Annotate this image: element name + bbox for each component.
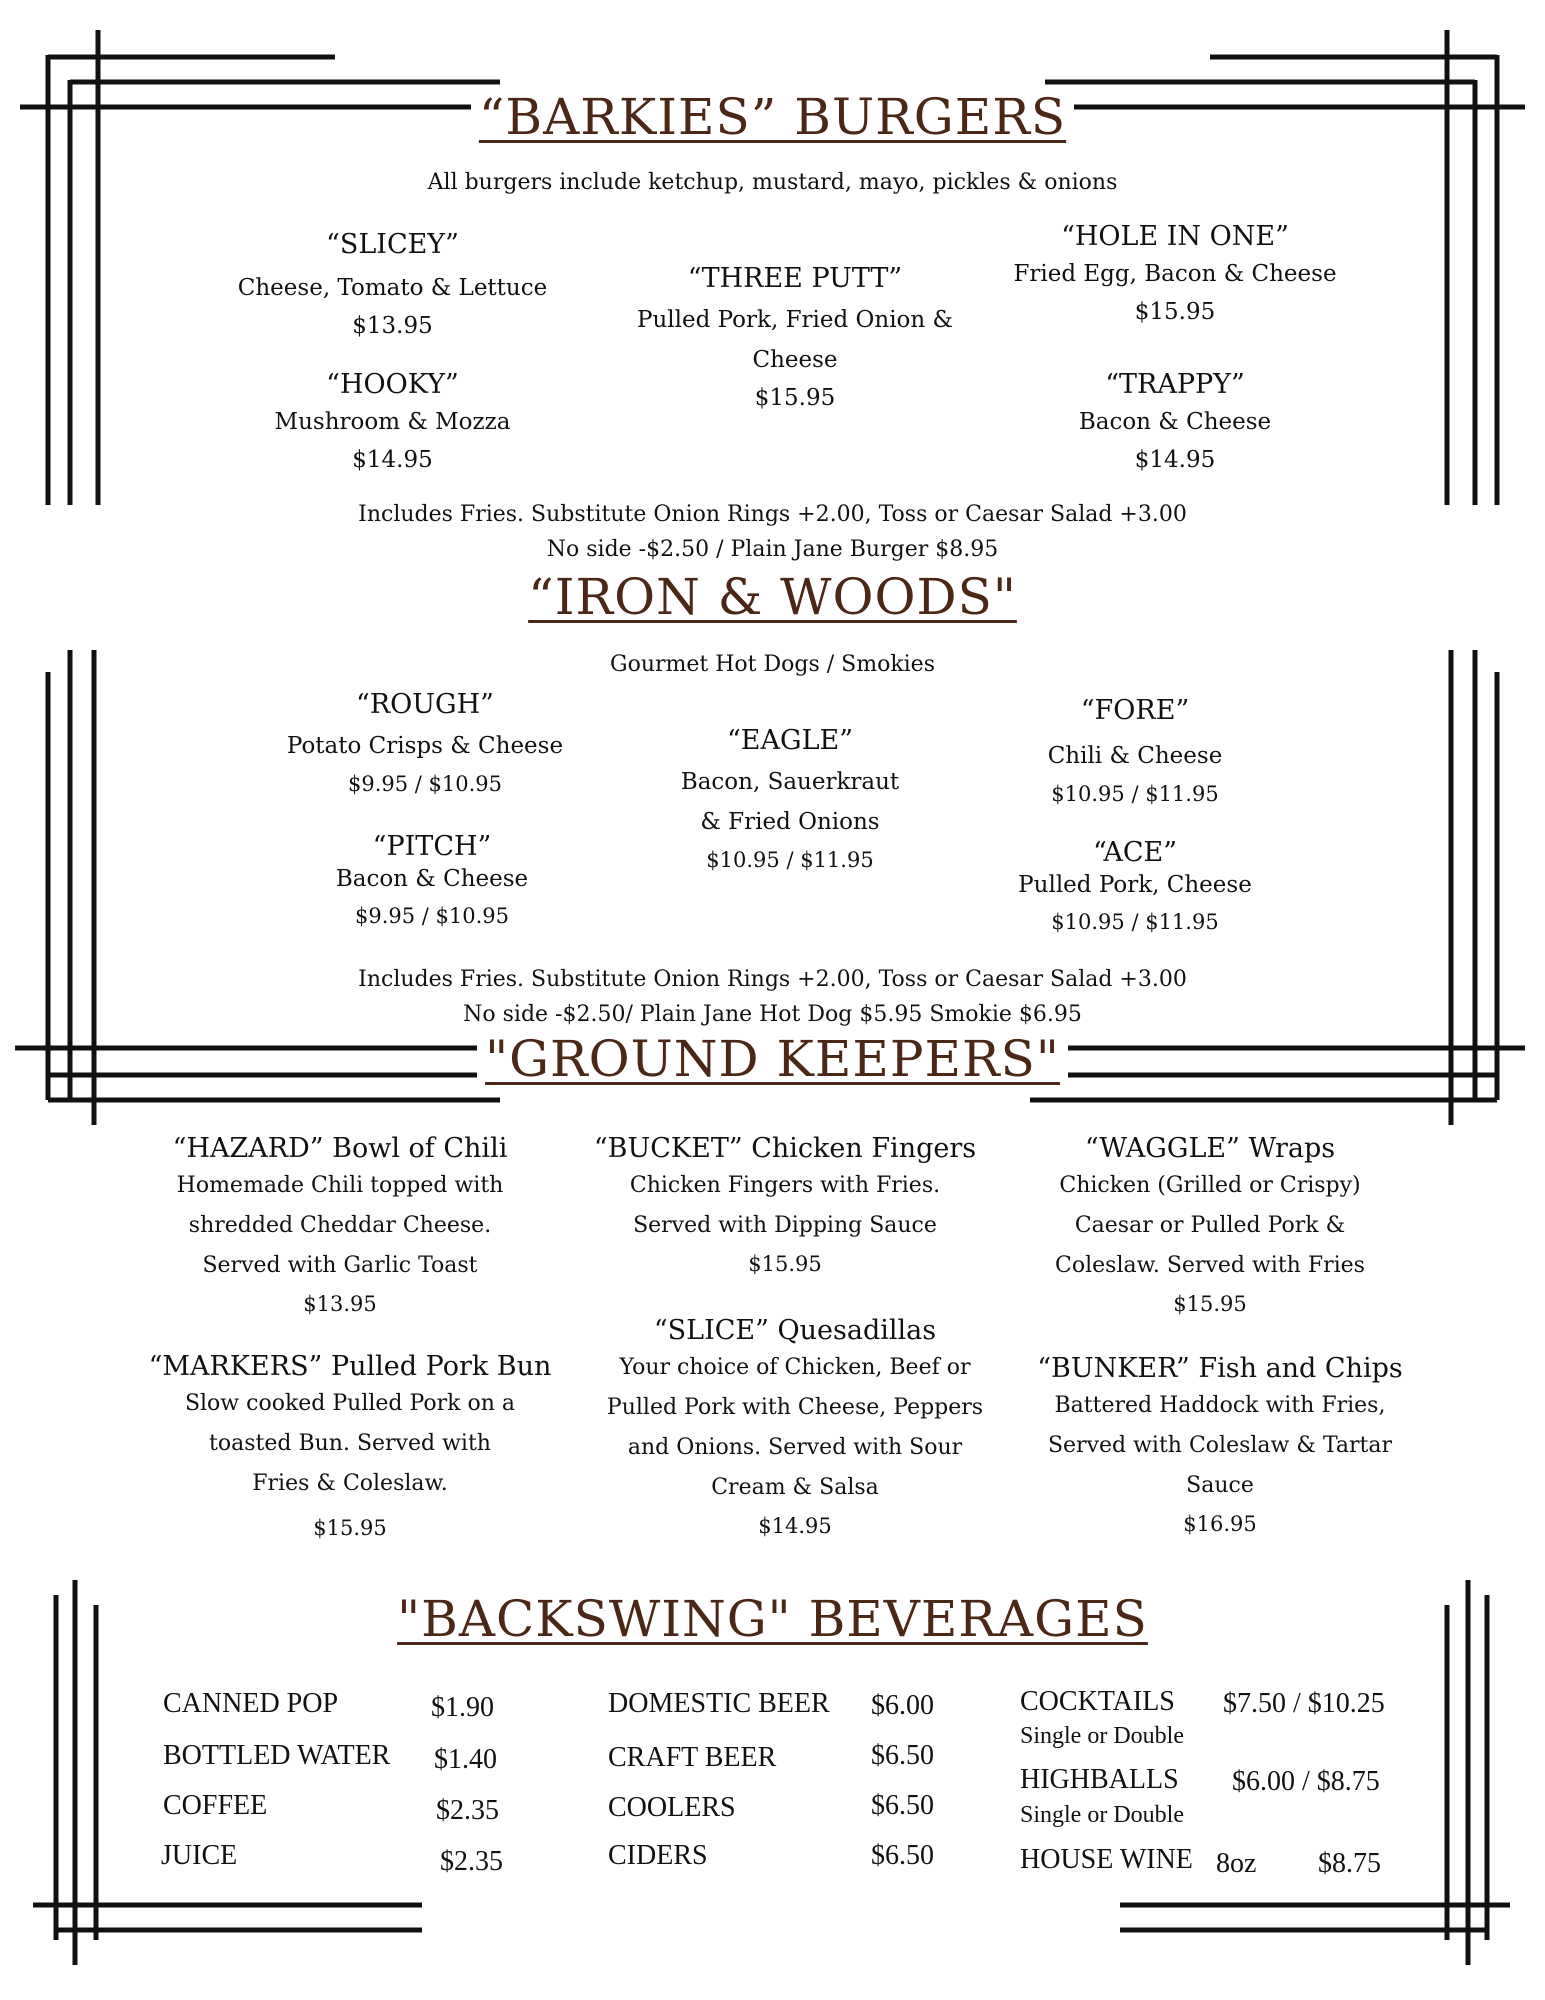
item-description: Potato Crisps & Cheese: [286, 733, 564, 759]
item-description: Bacon & Cheese: [1078, 409, 1272, 435]
burgers-note-2: No side -$2.50 / Plain Jane Burger $8.95: [546, 537, 999, 562]
item-name: “HOOKY”: [326, 369, 459, 400]
beverage-note: Single or Double: [1020, 1802, 1184, 1828]
item-price: $15.95: [1134, 299, 1216, 325]
beverage-name: DOMESTIC BEER: [608, 1688, 830, 1719]
item-price: $16.95: [1183, 1512, 1257, 1536]
item-price: $10.95 / $11.95: [706, 848, 874, 872]
item-description-line: Chicken (Grilled or Crispy): [1059, 1173, 1361, 1198]
iron-woods-title: “IRON & WOODS": [0, 568, 1545, 626]
item-name: “HAZARD” Bowl of Chili: [172, 1133, 508, 1164]
item-description: Pulled Pork, Cheese: [1018, 872, 1252, 898]
item-description-line2: Cheese: [752, 347, 838, 373]
burgers-subtitle: All burgers include ketchup, mustard, mayo, pickles & onions: [427, 170, 1118, 195]
beverage-price: $2.35: [436, 1795, 499, 1826]
menu-item: [1010, 1132, 1410, 1322]
item-price: $10.95 / $11.95: [1051, 782, 1219, 806]
item-price: $9.95 / $10.95: [347, 772, 503, 796]
iron-woods-note: Includes Fries. Substitute Onion Rings +2.00, Toss or Caesar Salad +3.00: [358, 967, 1187, 992]
item-price: $13.95: [352, 313, 433, 339]
item-description-line: Your choice of Chicken, Beef or: [619, 1355, 971, 1380]
item-description-line: Cream & Salsa: [711, 1475, 879, 1500]
menu-item: [195, 228, 590, 344]
item-price: $14.95: [352, 447, 433, 473]
menu-item: [1020, 1352, 1420, 1542]
menu-item: [140, 1132, 540, 1322]
item-price: $14.95: [758, 1514, 832, 1538]
beverage-price: $6.50: [871, 1790, 934, 1821]
item-description-line: Slow cooked Pulled Pork on a: [184, 1391, 516, 1416]
item-description: Pulled Pork, Fried Onion &: [636, 307, 953, 333]
item-description: Chili & Cheese: [1047, 743, 1223, 769]
beverage-name: HIGHBALLS: [1020, 1764, 1179, 1795]
item-description-line: Pulled Pork with Cheese, Peppers: [606, 1395, 984, 1420]
beverage-note: Single or Double: [1020, 1723, 1184, 1749]
item-description-line2: & Fried Onions: [700, 809, 880, 835]
beverage-price: $6.50: [871, 1740, 934, 1771]
item-name: “WAGGLE” Wraps: [1084, 1133, 1336, 1164]
beverage-price: $8.75: [1318, 1848, 1381, 1879]
menu-item: [195, 368, 590, 478]
beverage-name: CANNED POP: [163, 1688, 339, 1719]
item-description-line: Fries & Coleslaw.: [252, 1471, 448, 1496]
item-description-line: toasted Bun. Served with: [209, 1431, 491, 1456]
beverage-name: HOUSE WINE: [1020, 1844, 1193, 1875]
item-description-line: Battered Haddock with Fries,: [1054, 1393, 1386, 1418]
item-price: $13.95: [303, 1292, 377, 1316]
item-name: “PITCH”: [372, 831, 492, 862]
ground-keepers-title: "GROUND KEEPERS": [0, 1030, 1545, 1088]
menu-item: [975, 368, 1375, 478]
item-name: “SLICEY”: [326, 229, 459, 260]
item-description-line: Homemade Chili topped with: [176, 1173, 504, 1198]
item-description: Bacon & Cheese: [335, 866, 529, 892]
item-price: $14.95: [1134, 447, 1216, 473]
item-description-line: Served with Garlic Toast: [202, 1253, 478, 1278]
item-description-line: Served with Coleslaw & Tartar: [1047, 1433, 1393, 1458]
item-description: Bacon, Sauerkraut: [680, 769, 900, 795]
item-description: Cheese, Tomato & Lettuce: [237, 275, 548, 301]
menu-item: [232, 830, 632, 934]
menu-item: [225, 688, 625, 802]
beverage-name: CIDERS: [608, 1840, 708, 1871]
item-name: “BUNKER” Fish and Chips: [1037, 1353, 1403, 1384]
item-price: $15.95: [748, 1252, 822, 1276]
beverage-name: CRAFT BEER: [608, 1742, 777, 1773]
menu-item: [585, 1314, 1005, 1544]
item-price: $15.95: [313, 1516, 387, 1540]
beverage-price: $6.00 / $8.75: [1232, 1766, 1380, 1797]
beverage-price: $1.40: [434, 1744, 497, 1775]
menu-item: [935, 694, 1335, 812]
beverage-name: COFFEE: [163, 1790, 268, 1821]
item-description-line: Sauce: [1186, 1473, 1254, 1498]
iron-woods-note-2: No side -$2.50/ Plain Jane Hot Dog $5.95 Smokie $6.95: [463, 1002, 1082, 1027]
item-name: “FORE”: [1080, 695, 1190, 726]
menu-item: [590, 724, 990, 878]
burgers-note: Includes Fries. Substitute Onion Rings +2.00, Toss or Caesar Salad +3.00: [358, 502, 1187, 527]
item-description-line: Caesar or Pulled Pork &: [1074, 1213, 1346, 1238]
beverage-name: COCKTAILS: [1020, 1686, 1175, 1717]
beverage-size: 8oz: [1216, 1848, 1257, 1879]
item-description: Mushroom & Mozza: [274, 409, 511, 435]
menu-item: [140, 1350, 560, 1546]
item-name: “MARKERS” Pulled Pork Bun: [148, 1351, 552, 1382]
item-price: $10.95 / $11.95: [1051, 910, 1219, 934]
item-description-line: and Onions. Served with Sour: [627, 1435, 963, 1460]
beverages-title: "BACKSWING" BEVERAGES: [0, 1590, 1545, 1648]
beverage-price: $2.35: [440, 1846, 503, 1877]
item-description-line: Coleslaw. Served with Fries: [1055, 1253, 1365, 1278]
item-name: “EAGLE”: [726, 725, 854, 756]
burgers-title: “BARKIES” BURGERS: [0, 88, 1545, 146]
item-price: $15.95: [1173, 1292, 1247, 1316]
item-name: “HOLE IN ONE”: [1061, 221, 1289, 252]
item-description-line: shredded Cheddar Cheese.: [188, 1213, 492, 1238]
beverage-price: $7.50 / $10.25: [1223, 1688, 1385, 1719]
item-description-line: Served with Dipping Sauce: [633, 1213, 937, 1238]
menu-item: [595, 262, 995, 416]
beverage-price: $6.00: [871, 1690, 934, 1721]
item-name: “SLICE” Quesadillas: [653, 1315, 937, 1346]
beverage-name: JUICE: [161, 1840, 238, 1871]
item-price: $9.95 / $10.95: [354, 904, 510, 928]
beverage-price: $6.50: [871, 1840, 934, 1871]
item-name: “TRAPPY”: [1105, 369, 1245, 400]
item-name: “ROUGH”: [356, 689, 494, 720]
item-name: “BUCKET” Chicken Fingers: [593, 1133, 977, 1164]
menu-item: [935, 836, 1335, 940]
beverage-price: $1.90: [431, 1692, 494, 1723]
item-description: Fried Egg, Bacon & Cheese: [1013, 261, 1337, 287]
beverage-name: BOTTLED WATER: [163, 1740, 391, 1771]
item-description-line: Chicken Fingers with Fries.: [629, 1173, 941, 1198]
item-name: “ACE”: [1093, 837, 1177, 868]
item-price: $15.95: [754, 385, 836, 411]
menu-item: [975, 220, 1375, 330]
menu-item: [585, 1132, 985, 1282]
beverage-name: COOLERS: [608, 1792, 736, 1823]
iron-woods-subtitle: Gourmet Hot Dogs / Smokies: [610, 652, 935, 677]
item-name: “THREE PUTT”: [687, 263, 903, 294]
